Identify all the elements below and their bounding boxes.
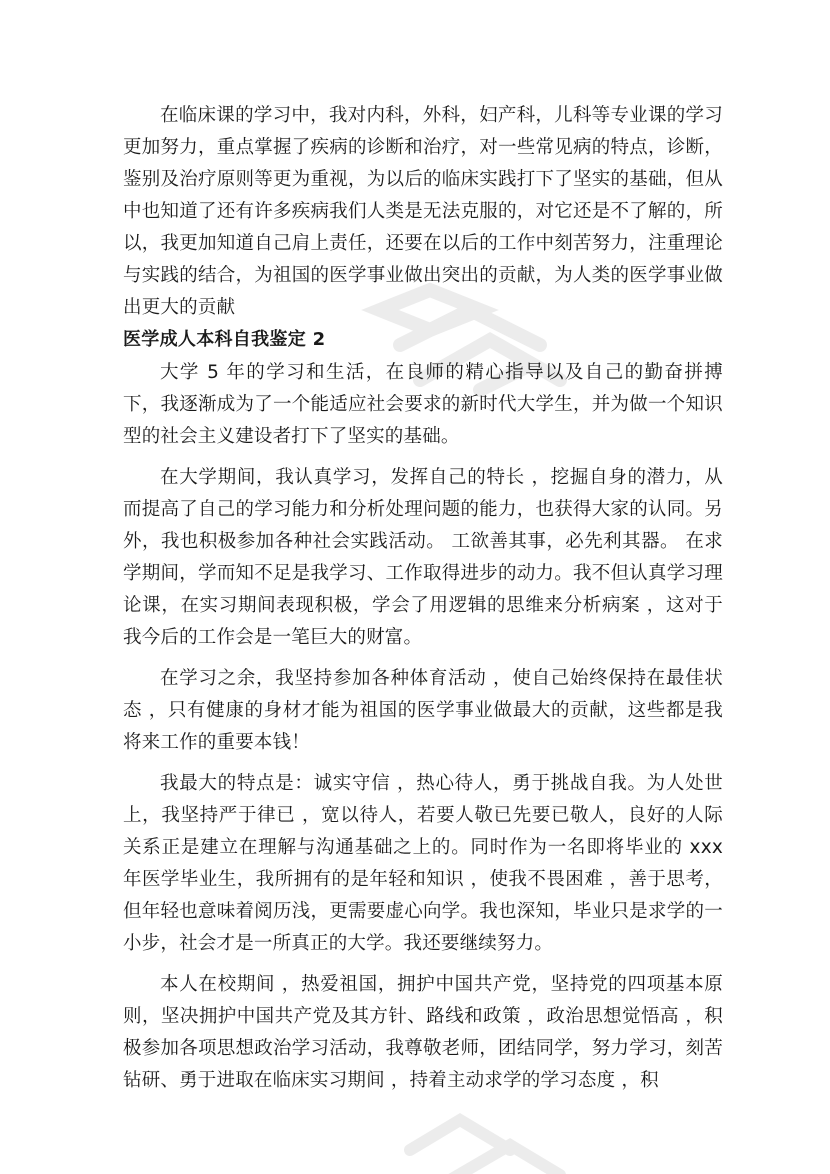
section-heading: 医学成人本科自我鉴定 2 [123, 329, 326, 350]
body-paragraph: 在大学期间，我认真学习，发挥自己的特长 ，挖掘自身的潜力，从而提高了自己的学习能力和分析处理问题的能力，也获得大家的认同。另外，我也积极参加各种社会实践活动。 工欲善其事，必先利其器。 在求学期间，学而知不足是我学习、工作取得进步的动力。我不但认真学习理论课，在实习期间表现积极，学会了用逻辑的思维来分析病案 ，这对于我今后的工作会是一笔巨大的财富。 [123, 467, 723, 648]
body-paragraph: 在学习之余，我坚持参加各种体育活动 ，使自己始终保持在最佳状态 ，只有健康的身材才能为祖国的医学事业做最大的贡献，这些都是我将来工作的重要本钱！ [123, 668, 723, 753]
watermark-logo-icon [390, 1090, 570, 1174]
body-paragraph: 本人在校期间 ，热爱祖国，拥护中国共产党，坚持党的四项基本原则，坚决拥护中国共产党及其方针、路线和政策 ，政治思想觉悟高 ，积极参加各项思想政治学习活动，我尊敬老师，团结同学，努力学习，刻苦钻研、勇于进取在临床实习期间 ，持着主动求学的学习态度 ，积 [123, 974, 723, 1091]
intro-paragraph: 在临床课的学习中，我对内科，外科，妇产科，儿科等专业课的学习更加努力，重点掌握了疾病的诊断和治疗，对一些常见病的特点，诊断，鉴别及治疗原则等更为重视，为以后的临床实践打下了坚实的基础，但从中也知道了还有许多疾病我们人类是无法克服的，对它还是不了解的，所以，我更加知道自己肩上责任，还要在以后的工作中刻苦努力，注重理论与实践的结合，为祖国的医学事业做出突出的贡献，为人类的医学事业做出更大的贡献 [123, 105, 723, 318]
body-paragraph: 我最大的特点是：诚实守信 ，热心待人，勇于挑战自我。为人处世上，我坚持严于律已 ，宽以待人，若要人敬已先要已敬人，良好的人际关系正是建立在理解与沟通基础之上的。同时作为一名即将毕业的 xxx 年医学毕业生，我所拥有的是年轻和知识 ，使我不畏困难 ，善于思考，但年轻也意味着阅历浅，更需要虚心向学。我也深知，毕业只是求学的一小步，社会才是一所真正的大学。我还要继续努力。 [123, 773, 723, 954]
body-paragraph: 大学 5 年的学习和生活，在良师的精心指导以及自己的勤奋拼搏下，我逐渐成为了一个能适应社会要求的新时代大学生，并为做一个知识型的社会主义建设者打下了坚实的基础。 [123, 362, 723, 447]
document-body [123, 100, 723, 1097]
